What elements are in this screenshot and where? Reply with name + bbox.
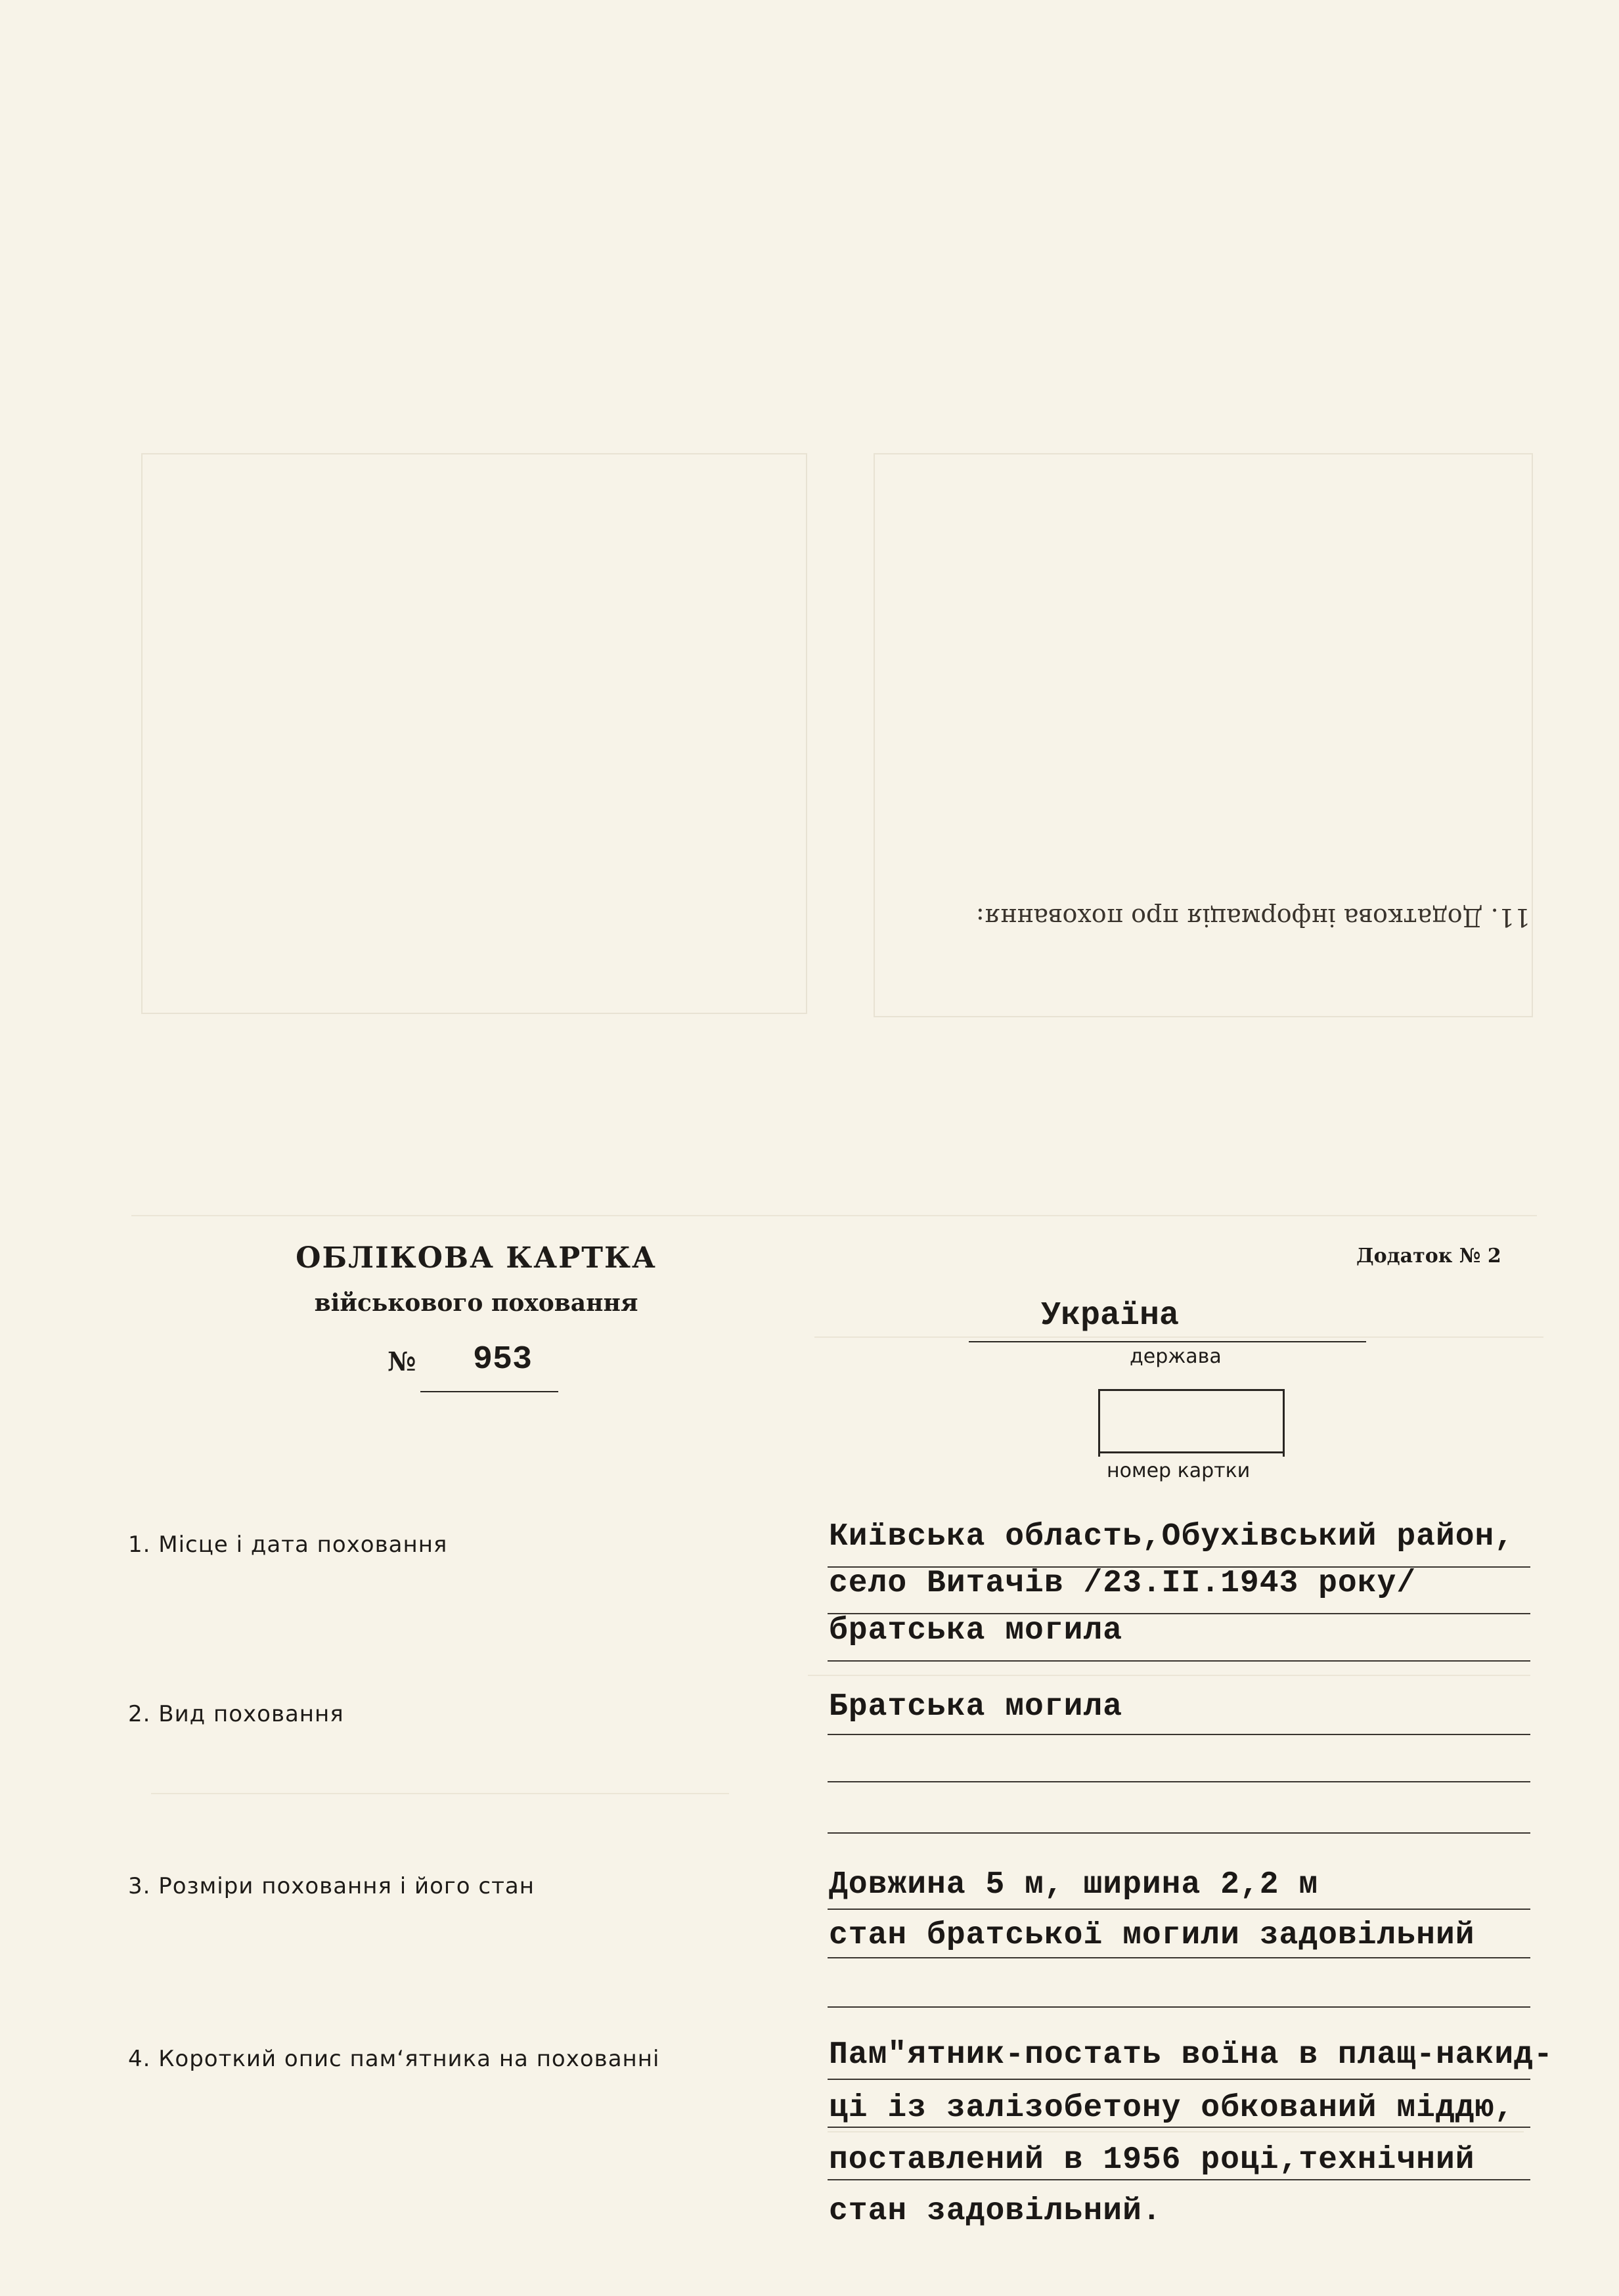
- typed-line: Братська могила: [829, 1689, 1123, 1725]
- field-label-burial-place: 1. Місце і дата поховання: [128, 1532, 448, 1558]
- typed-line: Довжина 5 м, ширина 2,2 м: [829, 1867, 1319, 1903]
- typed-line: стан задовільний.: [829, 2194, 1162, 2229]
- field-rule: [828, 1909, 1530, 1910]
- state-underline: [969, 1341, 1366, 1342]
- number-sign: №: [388, 1346, 416, 1377]
- card-title: ОБЛІКОВА КАРТКА: [296, 1241, 657, 1275]
- card-number-box: [1098, 1389, 1285, 1457]
- ghost-rule: [131, 1215, 1537, 1216]
- typed-line: Пам"ятник-постать воїна в плащ-накид-: [829, 2037, 1553, 2073]
- ghost-rule: [151, 1793, 729, 1794]
- card-number-caption: номер картки: [1107, 1459, 1251, 1482]
- ghost-rule: [828, 2131, 1524, 2132]
- typed-line: Київська область,Обухівський район,: [829, 1519, 1515, 1555]
- card-number-box-base: [1098, 1451, 1285, 1453]
- field-rule: [828, 1660, 1530, 1662]
- ghost-rule: [814, 1336, 1543, 1338]
- card-number-row: [388, 1341, 533, 1379]
- state-value: Україна: [1041, 1297, 1180, 1335]
- field-rule: [828, 1781, 1530, 1782]
- ghost-photo-frame-left: [141, 453, 807, 1014]
- field-rule: [828, 2127, 1530, 2128]
- state-caption: держава: [1130, 1345, 1222, 1368]
- typed-line: стан братської могили задовільний: [829, 1918, 1475, 1953]
- appendix-label: Додаток № 2: [1356, 1245, 1501, 1268]
- typed-line: село Витачів /23.II.1943 року/: [829, 1566, 1417, 1601]
- field-rule: [828, 2006, 1530, 2008]
- typed-line: поставлений в 1956 році,технічний: [829, 2142, 1475, 2178]
- field-label-burial-dimensions: 3. Розміри поховання і його стан: [128, 1873, 535, 1899]
- field-rule: [828, 2179, 1530, 2180]
- field-rule: [828, 1957, 1530, 1958]
- field-label-monument-description: 4. Короткий опис пам‘ятника на похованні: [128, 2046, 660, 2072]
- card-number-underline: [420, 1391, 558, 1392]
- mirrored-additional-info-caption: 11. Додаткова інформація про поховання:: [976, 903, 1530, 932]
- card-subtitle: військового поховання: [314, 1289, 638, 1317]
- card-number-value: 953: [473, 1341, 533, 1379]
- field-rule: [828, 1734, 1530, 1735]
- ghost-photo-frame-right: [874, 453, 1533, 1017]
- field-rule: [828, 2079, 1530, 2080]
- field-label-burial-type: 2. Вид поховання: [128, 1701, 344, 1727]
- ghost-rule: [808, 1675, 1530, 1676]
- field-rule: [828, 1832, 1530, 1834]
- typed-line: братська могила: [829, 1613, 1123, 1648]
- typed-line: ці із залізобетону обкований міддю,: [829, 2090, 1515, 2126]
- card-title-block: [282, 1241, 670, 1317]
